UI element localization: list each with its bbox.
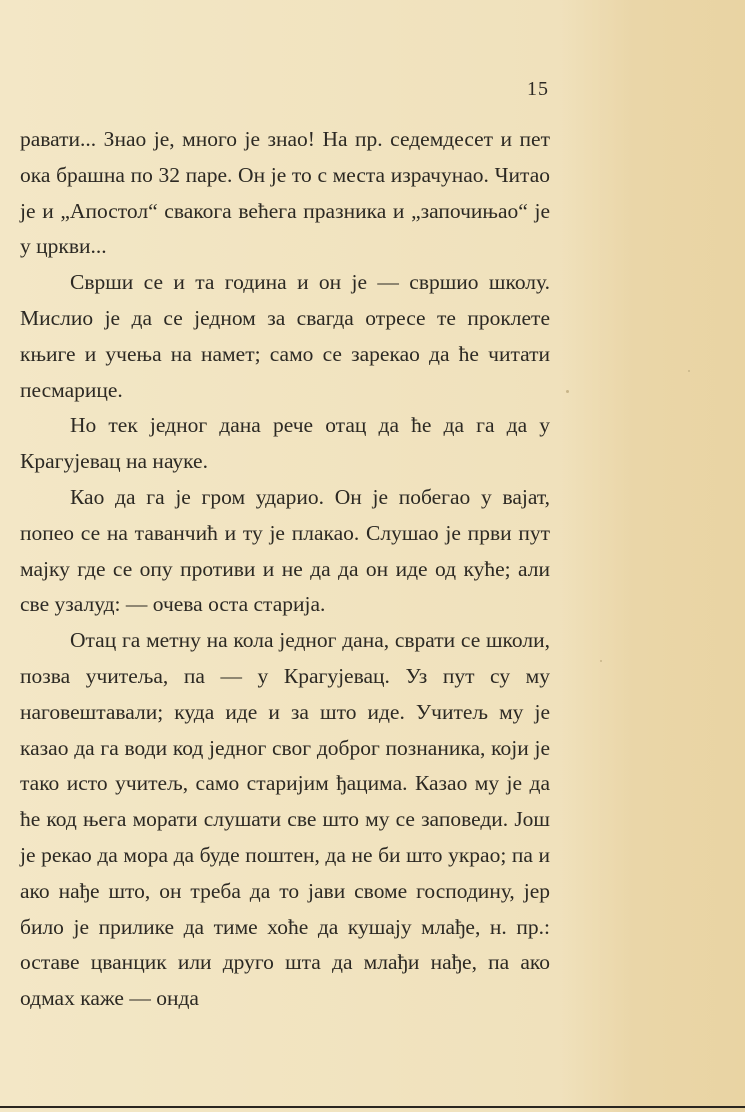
page-body-text [20, 122, 550, 1017]
paragraph-5: Отац га метну на кола једног дана, сврати се школи, позва учитеља, па — у Крагујевац. Уз пут су му наговештавали; куда иде и за што иде. Учитељ му је казао да га води код једног свог доброг познаника, који је тако исто учитељ, само старијим ђацима. Казао му је да ће код њега морати слушати све што му се заповеди. Још је рекао да мора да буде поштен, да не би што украо; па и ако нађе што, он треба да то јави своме господину, јер било је прилике да тиме хоће да кушају млађе, н. пр.: оставе цванцик или друго шта да млађи нађе, па ако одмах каже — онда [20, 628, 550, 1011]
paragraph-1: равати... Знао је, много је знао! На пр. седемдесет и пет ока брашна по 32 паре. Он је то с места израчунао. Читао је и „Апостол“ свакога већега празника и „започињао“ је у цркви... [20, 127, 550, 259]
paper-speck [600, 660, 602, 662]
page-edge-shading [560, 0, 745, 1112]
bottom-edge-line [0, 1106, 745, 1108]
page-number: 15 [527, 78, 549, 100]
paragraph-2: Сврши се и та година и он је — свршио школу. Мислио је да се једном за свагда отресе те проклете књиге и учења на намет; само се зарекао да ће читати песмарице. [20, 270, 550, 402]
paragraph-4: Као да га је гром ударио. Он је побегао у вајат, попео се на таванчић и ту је плакао. Слушао је први пут мајку где се опу противи и не да да он иде од куће; али све узалуд: — очева оста старија. [20, 484, 550, 617]
paragraph-3: Но тек једног дана рече отац да ће да га да у Крагујевац на науке. [20, 413, 550, 474]
paper-speck [566, 390, 569, 393]
paper-speck [688, 370, 690, 372]
